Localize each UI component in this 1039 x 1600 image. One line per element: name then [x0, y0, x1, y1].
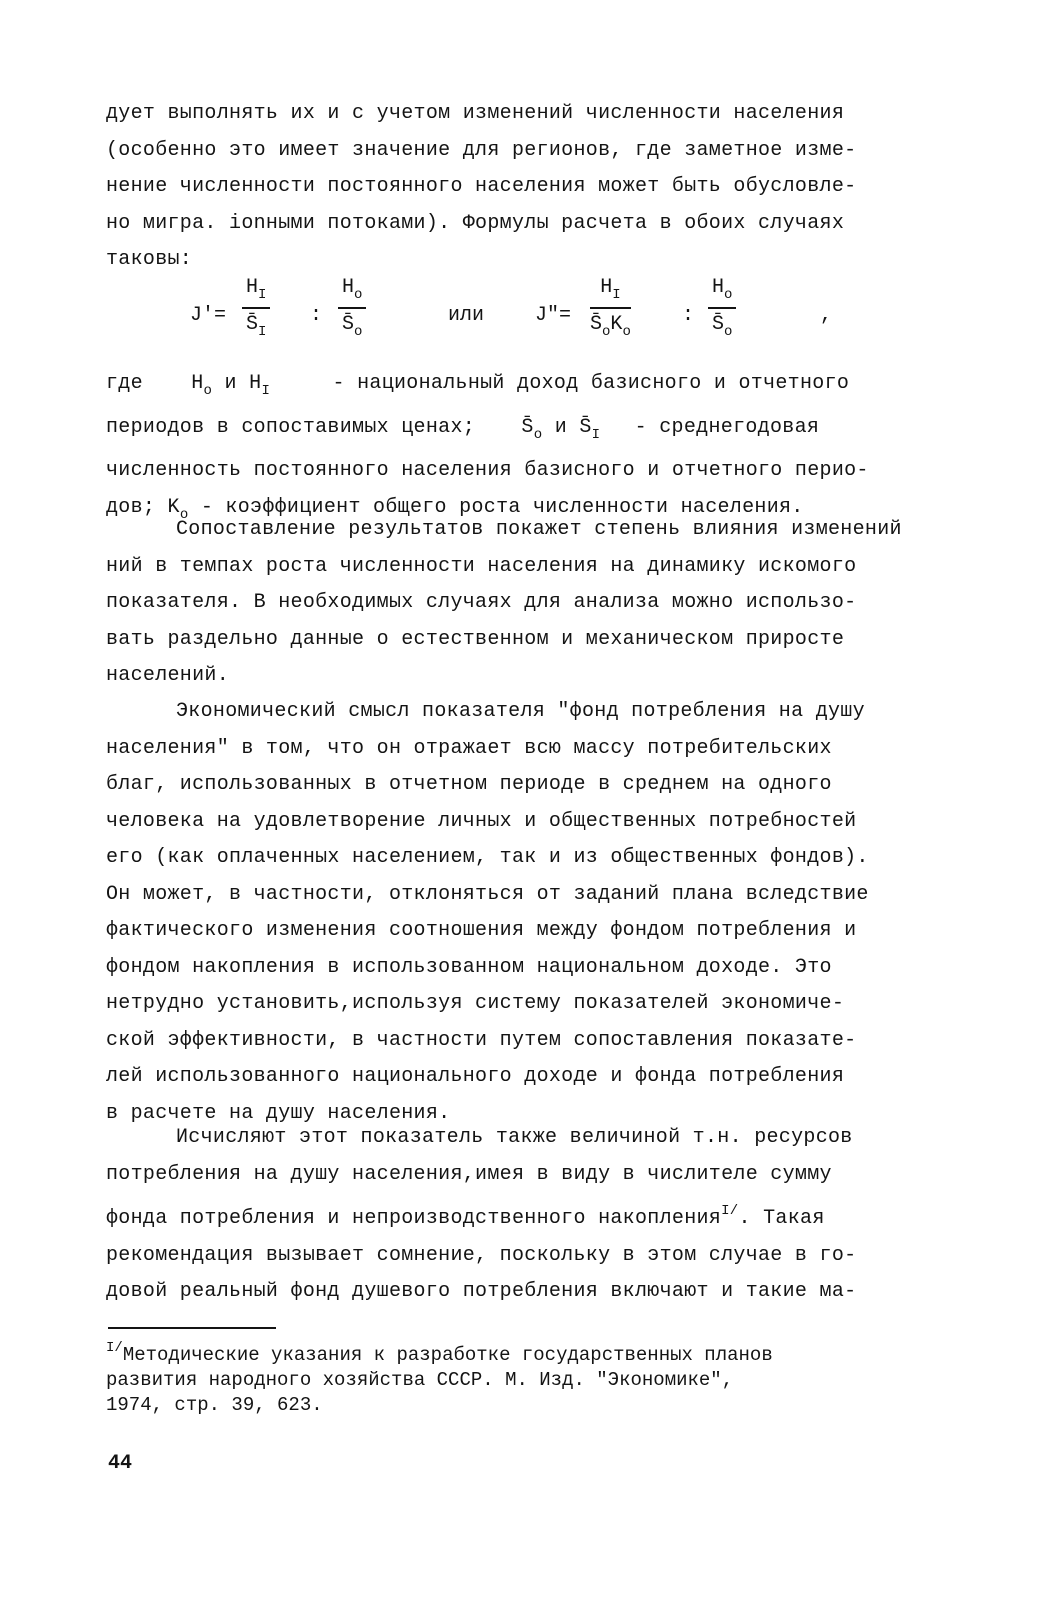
text-fragment: где: [106, 372, 143, 395]
page-number: 44: [108, 1452, 133, 1475]
symbol: S̄: [521, 415, 534, 439]
formula-comma: ,: [820, 304, 833, 327]
fraction-numerator: H: [600, 276, 613, 299]
text-line: потребления на душу населения,имея в виду в числителе сумму: [106, 1162, 832, 1186]
formula-colon: :: [682, 304, 695, 327]
text-line: населения" в том, что он отражает всю массу потребительских: [106, 736, 832, 760]
subscript: o: [724, 324, 733, 340]
text-line: Он может, в частности, отклоняться от заданий плана вследствие: [106, 882, 869, 906]
fraction-3: [590, 276, 631, 340]
fraction-numerator: H: [342, 276, 355, 299]
subscript: o: [354, 324, 363, 340]
subscript: I: [258, 324, 267, 340]
fraction-4: [708, 276, 736, 340]
formula-block: [190, 274, 850, 360]
text-line: его (как оплаченных населением, так и из общественных фондов).: [106, 846, 869, 869]
text-fragment: периодов в сопоставимых ценах;: [106, 415, 476, 439]
text-line: нение численности постоянного населения может быть обусловле-: [106, 175, 857, 198]
text-line: [106, 410, 968, 454]
text-line: в расчете на душу населения.: [106, 1101, 451, 1125]
text-line: развития народного хозяйства СССР. М. Изд. "Экономике",: [106, 1369, 734, 1391]
footnote-mark: I/: [106, 1340, 123, 1356]
text-line: таковы:: [106, 248, 193, 271]
paragraph-definitions: [106, 366, 968, 533]
formula-colon: :: [310, 304, 323, 327]
footnote-reference: I/: [721, 1203, 739, 1219]
text-line: Исчисляют этот показатель также величиной т.н. ресурсов: [176, 1126, 853, 1149]
text-line: фондом накопления в использованном национальном доходе. Это: [106, 955, 832, 979]
text-line: лей использованного национального доходе и фонда потребления: [106, 1065, 845, 1088]
text-line: рекомендация вызывает сомнение, поскольку в этом случае в го-: [106, 1243, 857, 1267]
text-fragment: фонда потребления и непроизводственного накопления: [106, 1207, 722, 1230]
text-fragment: - коэффициент общего роста численности населения.: [188, 495, 804, 519]
text-line: показателя. В необходимых случаях для анализа можно использо-: [106, 591, 857, 614]
text-line: фактического изменения соотношения между фондом потребления и: [106, 919, 857, 942]
text-line: [106, 366, 968, 410]
symbol: H: [191, 372, 204, 395]
subscript: I: [612, 287, 621, 303]
subscript: o: [724, 287, 733, 303]
text-fragment: - среднегодовая: [634, 415, 820, 439]
symbol: H: [249, 372, 262, 395]
fraction-denominator: S̄: [246, 313, 259, 336]
subscript: I: [261, 383, 271, 399]
text-fragment: дов; K: [106, 495, 180, 519]
subscript: o: [179, 506, 189, 523]
paragraph-economic-meaning: [106, 694, 968, 1132]
formula-or-word: или: [448, 304, 485, 327]
subscript: o: [602, 324, 611, 340]
text-line: численность постоянного населения базисного и отчетного перио-: [106, 459, 869, 482]
text-line: Сопоставление результатов покажет степень влияния изменений: [176, 518, 902, 541]
text-line: [106, 1193, 968, 1238]
fraction-denominator: S̄: [590, 313, 603, 336]
text-line: (особенно это имеет значение для регионов, где заметное изме-: [106, 138, 857, 162]
formula-lhs-1: J′=: [190, 304, 227, 327]
subscript: o: [354, 287, 363, 303]
text-fragment: - национальный доход базисного и отчетного: [332, 372, 850, 395]
text-fragment: и: [224, 372, 237, 395]
text-line: [106, 1336, 956, 1368]
paragraph-comparison: [106, 512, 968, 695]
text-line: человека на удовлетворение личных и общественных потребностей: [106, 809, 857, 833]
subscript: o: [203, 383, 213, 399]
subscript: I: [591, 426, 601, 443]
fraction-1: [242, 276, 270, 340]
paragraph-resources: [106, 1120, 968, 1311]
text-line: благ, использованных в отчетном периоде в среднем на одного: [106, 773, 832, 796]
symbol: S̄: [579, 415, 592, 439]
text-line: нетрудно установить,используя систему показателей экономиче-: [106, 992, 845, 1015]
footnote: [106, 1336, 956, 1418]
text-line: населений.: [106, 664, 230, 687]
text-line: Экономический смысл показателя "фонд потребления на душу: [176, 700, 865, 723]
subscript: I: [258, 287, 267, 303]
text-line: 1974, стр. 39, 623.: [106, 1394, 323, 1416]
fraction-2: [338, 276, 366, 340]
formula-lhs-2: J″=: [535, 304, 572, 327]
fraction-denominator: K: [610, 313, 623, 336]
fraction-denominator: S̄: [342, 313, 355, 336]
text-line: но мигра. ionными потоками). Формулы расчета в обоих случаях: [106, 211, 845, 235]
footnote-divider: [108, 1327, 276, 1329]
fraction-numerator: H: [712, 276, 725, 299]
paragraph-intro: [106, 96, 968, 279]
subscript: o: [533, 426, 543, 443]
text-line: вать раздельно данные о естественном и механическом приросте: [106, 627, 845, 651]
text-line: дует выполнять их и с учетом изменений численности населения: [106, 102, 845, 125]
text-line: довой реальный фонд душевого потребления включают и такие ма-: [106, 1280, 857, 1303]
fraction-denominator: S̄: [712, 313, 725, 336]
text-fragment: Методические указания к разработке государственных планов: [122, 1344, 773, 1366]
subscript: o: [622, 324, 631, 340]
text-fragment: . Такая: [738, 1207, 825, 1230]
text-line: ской эффективности, в частности путем сопоставления показате-: [106, 1028, 857, 1052]
fraction-numerator: H: [246, 276, 259, 299]
text-fragment: и: [554, 415, 568, 439]
text-line: ний в темпах роста численности населения на динамику искомого: [106, 554, 857, 578]
